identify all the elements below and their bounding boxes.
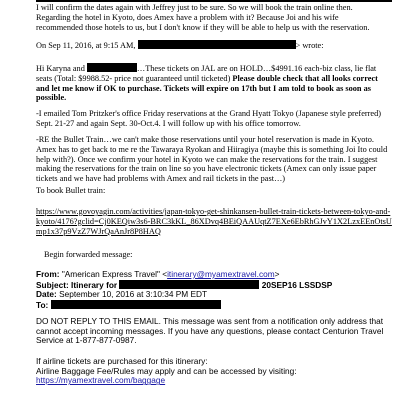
from-label: From: — [36, 269, 62, 279]
date-header — [36, 290, 392, 300]
redacted-recipient — [51, 300, 221, 309]
reply-line: recommended those hotels to us, but I don't know if they will be able to help us with the reservation. — [36, 22, 370, 32]
bullet-train-link[interactable]: https://www.govoyagin.com/activities/japan-tokyo-get-shinkansen-bullet-train-tickets-between-tokyo-and-kyoto/4176?gclid=Cj0KEQiw3s6-BRC3kKL_86XDvq4BEiQAAUqtZ7EXe6EbRhGJvY1X2LzxEEnOtsUmp1x37p9VzZ7WJrQaAnJr8P8HAQ — [36, 207, 392, 236]
date-label: Date: — [36, 289, 60, 300]
reply-line: I will confirm the dates again with Jeffrey just to be sure. So we will book the train online then. — [36, 3, 353, 12]
date-value: September 10, 2016 at 3:10:34 PM EDT — [59, 289, 208, 300]
reply-text — [36, 3, 392, 32]
greeting: Hi Karyna and — [36, 64, 87, 73]
from-header — [36, 270, 392, 280]
reply-line: Regarding the hotel in Kyoto, does Amex have a problem with it? Because Joi and his wife — [36, 12, 339, 22]
quoted-paragraph-1 — [36, 63, 392, 103]
quote-header — [36, 40, 392, 51]
baggage-line: If airline tickets are purchased for this itinerary: — [36, 356, 208, 366]
quote-header-suffix: > wrote: — [295, 41, 324, 50]
purchase-request: Please double check that all looks correct and let me know if OK to purchase. Tickets will expire on 17th but I am told to book as soon as possible. — [36, 73, 378, 103]
to-label: To: — [36, 299, 51, 310]
from-close: > — [274, 269, 280, 279]
baggage-link[interactable]: https://myamextravel.com/baggage — [36, 375, 166, 386]
from-email-link[interactable]: itinerary@myamextravel.com — [167, 269, 275, 279]
redacted-traveler — [119, 280, 259, 289]
baggage-line: Airline Baggage Fee/Rules may apply and can be accessed by visiting: — [36, 365, 297, 376]
no-reply-notice: DO NOT REPLY TO THIS EMAIL. This message was sent from a notification only address that cannot accept incoming messages. If you have any questions, please contact Centurion Travel Service at 1-877-877-0987. — [36, 316, 384, 346]
from-name: "American Express Travel" < — [61, 269, 168, 279]
forwarded-intro: Begin forwarded message: — [44, 250, 133, 259]
cropped-redaction-bar — [36, 0, 392, 2]
redacted-name — [87, 63, 137, 72]
quoted-paragraph-2: -I emailed Tom Pritzker's office Friday reservations at the Grand Hyatt Tokyo (Japanese style preferred) Sept. 21-27 and again Sept. 30-Oct.4. I will follow up with his office tomorrow. — [36, 109, 381, 128]
baggage-info — [36, 357, 392, 386]
bullet-train-heading: To book Bullet train: — [36, 186, 106, 195]
quote-header-prefix: On Sep 11, 2016, at 9:15 AM, — [36, 41, 138, 50]
to-header — [36, 300, 392, 311]
subject-suffix: 20SEP16 LSSDSP — [259, 279, 333, 290]
subject-label: Subject: Itinerary for — [36, 279, 120, 290]
quoted-paragraph-3: -RE the Bullet Train…we can't make those reservations until your hotel reservation is made in Kyoto. Amex has to get back to me re the Tawaraya Ryokan and Hiiragiya (maybe this is something Joi Ito could help with?). Once we confirm your hotel in Kyoto we can make the reservations for the train. I suggest making the reservations for the train on line so you have electronic tickets (Amex can only issue paper tickets and we have had problems with Amex and rail tickets in the past…) — [36, 135, 388, 184]
hold-details: …These tickets on JAL are on HOLD…$4991.16 each-biz class, lie flat seats (Total: $9988.52- price not guaranteed until ticketed) — [36, 64, 377, 83]
forwarded-headers — [36, 270, 392, 310]
redacted-sender — [138, 40, 296, 49]
